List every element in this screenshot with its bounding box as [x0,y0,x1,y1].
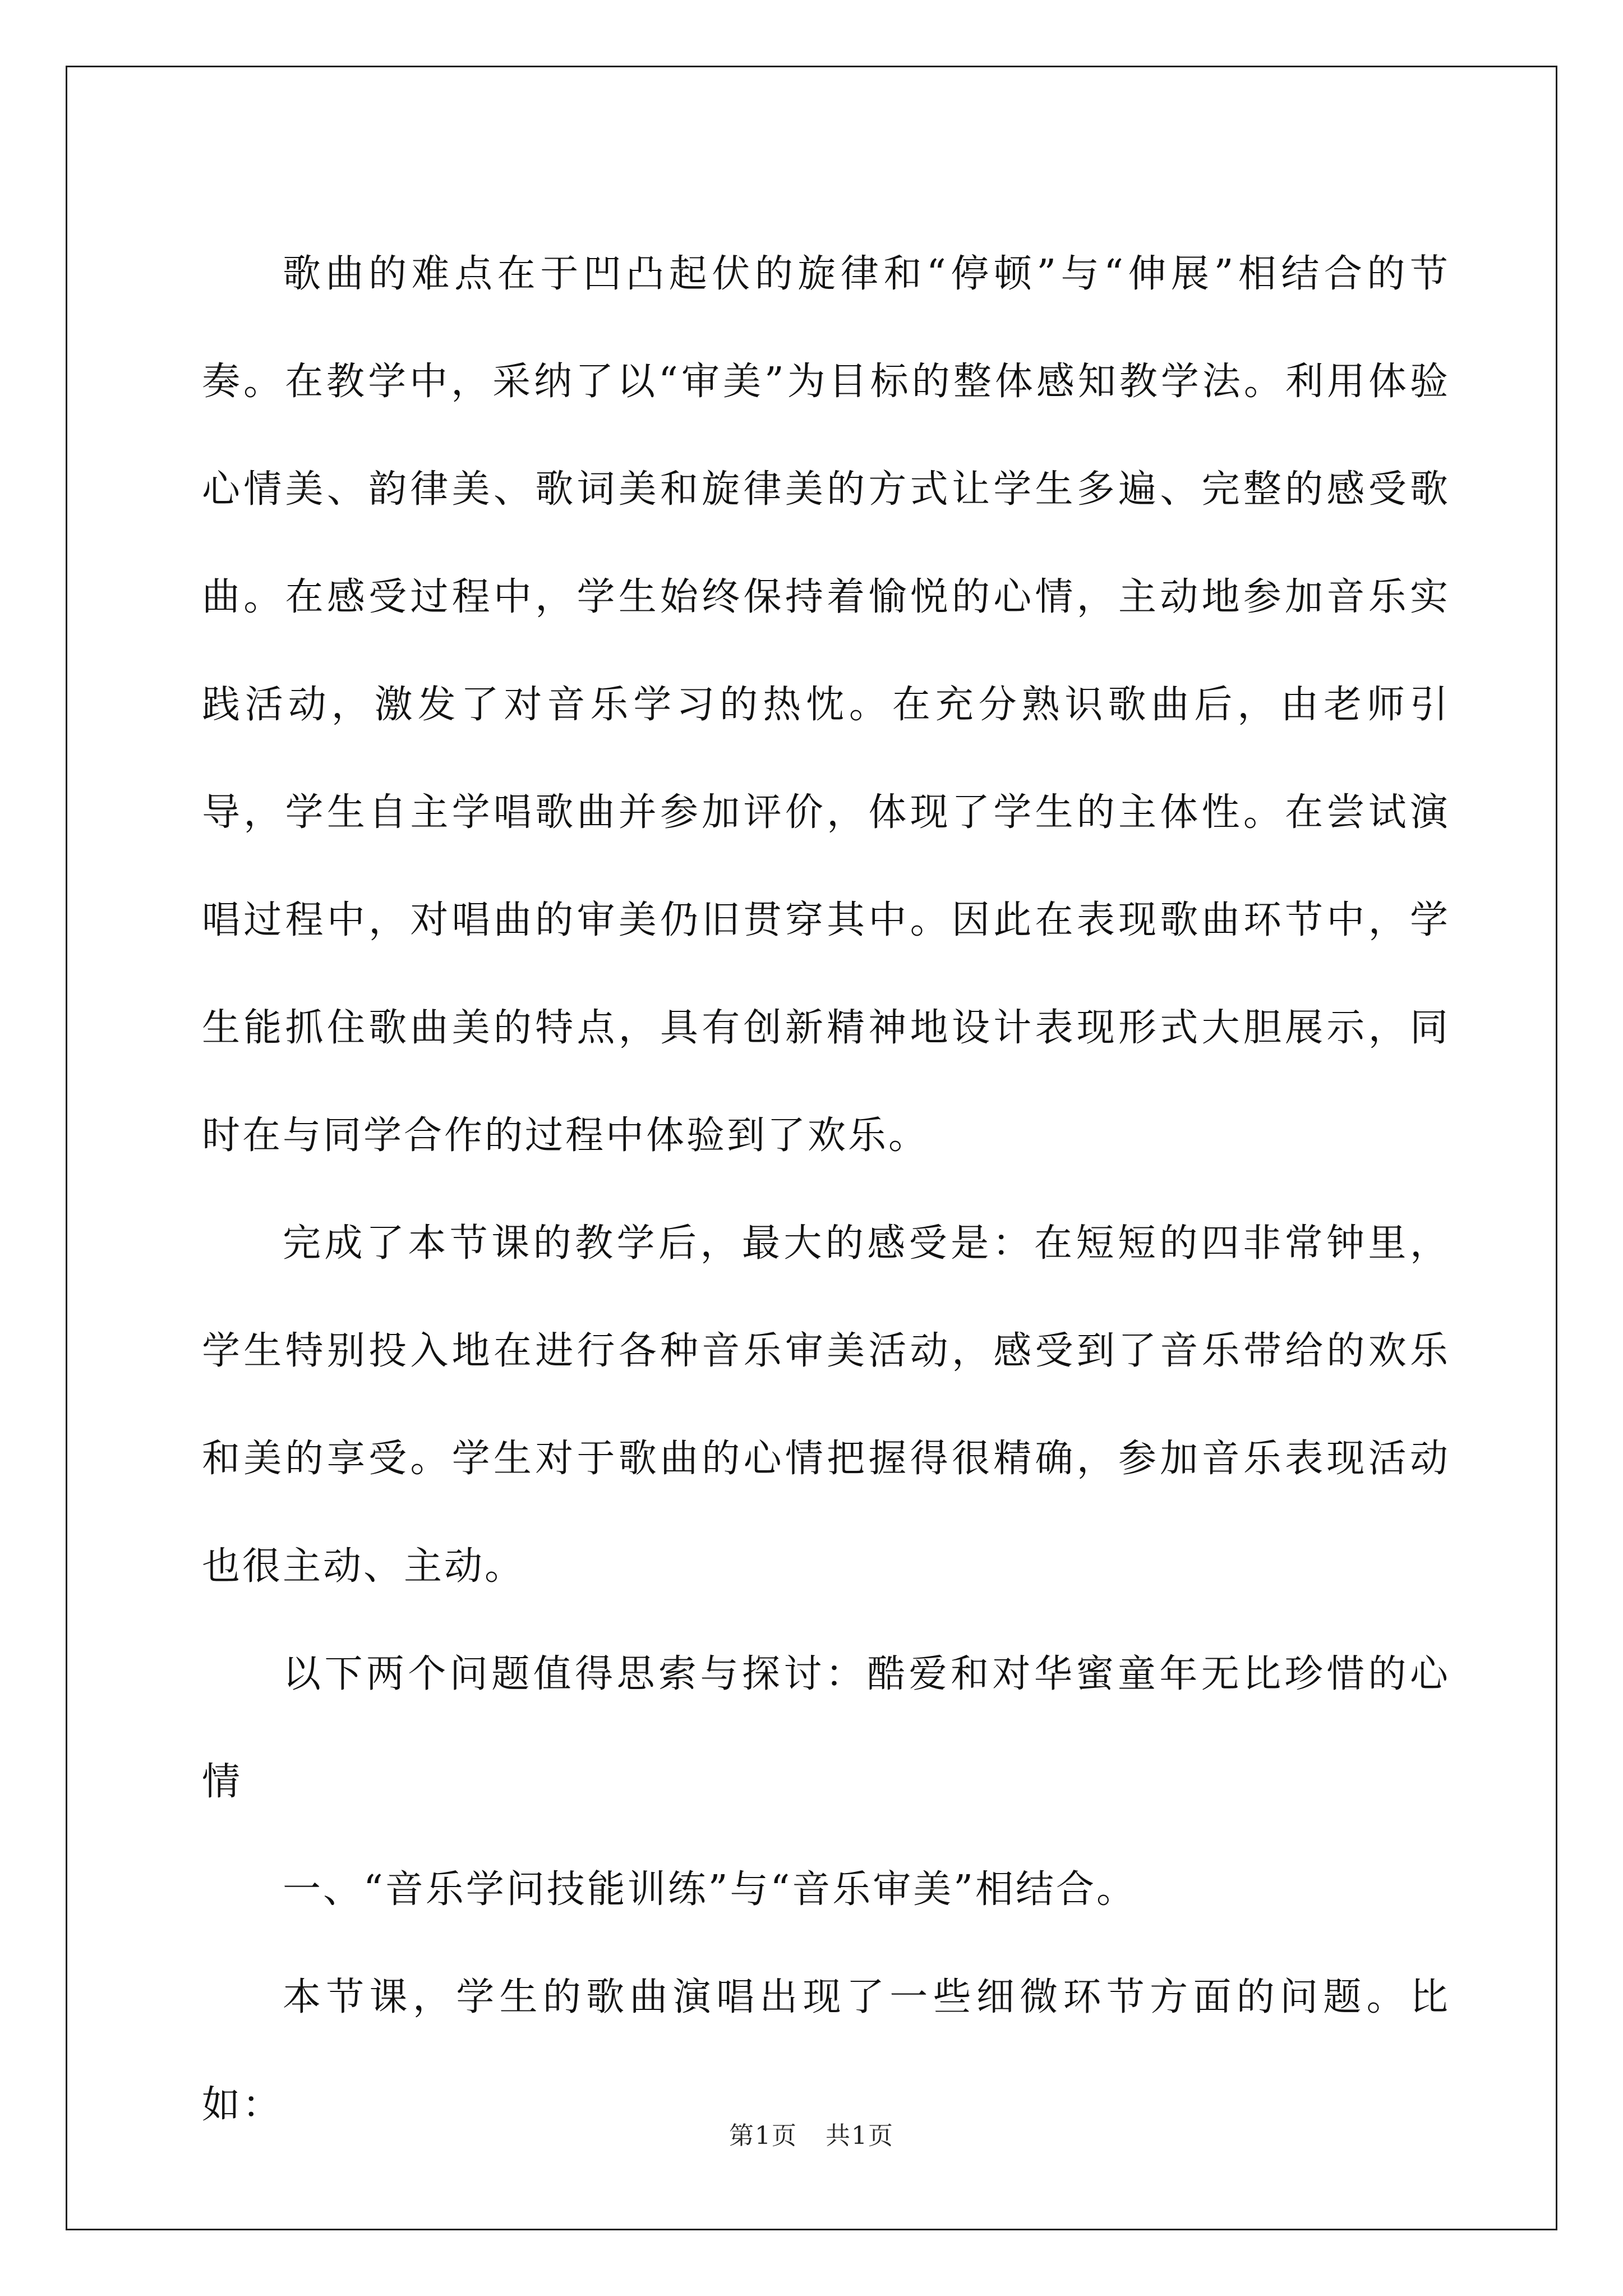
paragraph: 本节课，学生的歌曲演唱出现了一些细微环节方面的问题。比如： [202,1975,1450,2127]
document-body [202,220,1450,2159]
paragraph: 一、“音乐学问技能训练”与“音乐审美”相结合。 [283,1867,1137,1912]
paragraph: 歌曲的难点在于凹凸起伏的旋律和“停顿”与“伸展”相结合的节奏。在教学中，采纳了以“审美”为目标的整体感知教学法。利用体验心情美、韵律美、歌词美和旋律美的方式让学生多遍、完整的感受歌曲。在感受过程中，学生始终保持着愉悦的心情，主动地参加音乐实践活动，激发了对音乐学习的热忱。在充分熟识歌曲后，由老师引导，学生自主学唱歌曲并参加评价，体现了学生的主体性。在尝试演唱过程中，对唱曲的审美仍旧贯穿其中。因此在表现歌曲环节中，学生能抓住歌曲美的特点，具有创新精神地设计表现形式大胆展示，同时在与同学合作的过程中体验到了欢乐。 [202,252,1450,1158]
page-footer [0,2119,1623,2153]
paragraph: 以下两个问题值得思索与探讨：酷爱和对华蜜童年无比珍惜的心情 [202,1652,1450,1804]
paragraph: 完成了本节课的教学后，最大的感受是：在短短的四非常钟里，学生特别投入地在进行各种音乐审美活动，感受到了音乐带给的欢乐和美的享受。学生对于歌曲的心情把握得很精确，参加音乐表现活动也很主动、主动。 [202,1221,1450,1589]
page-number: 第1页 [729,2122,797,2150]
page-total: 共1页 [826,2122,894,2150]
